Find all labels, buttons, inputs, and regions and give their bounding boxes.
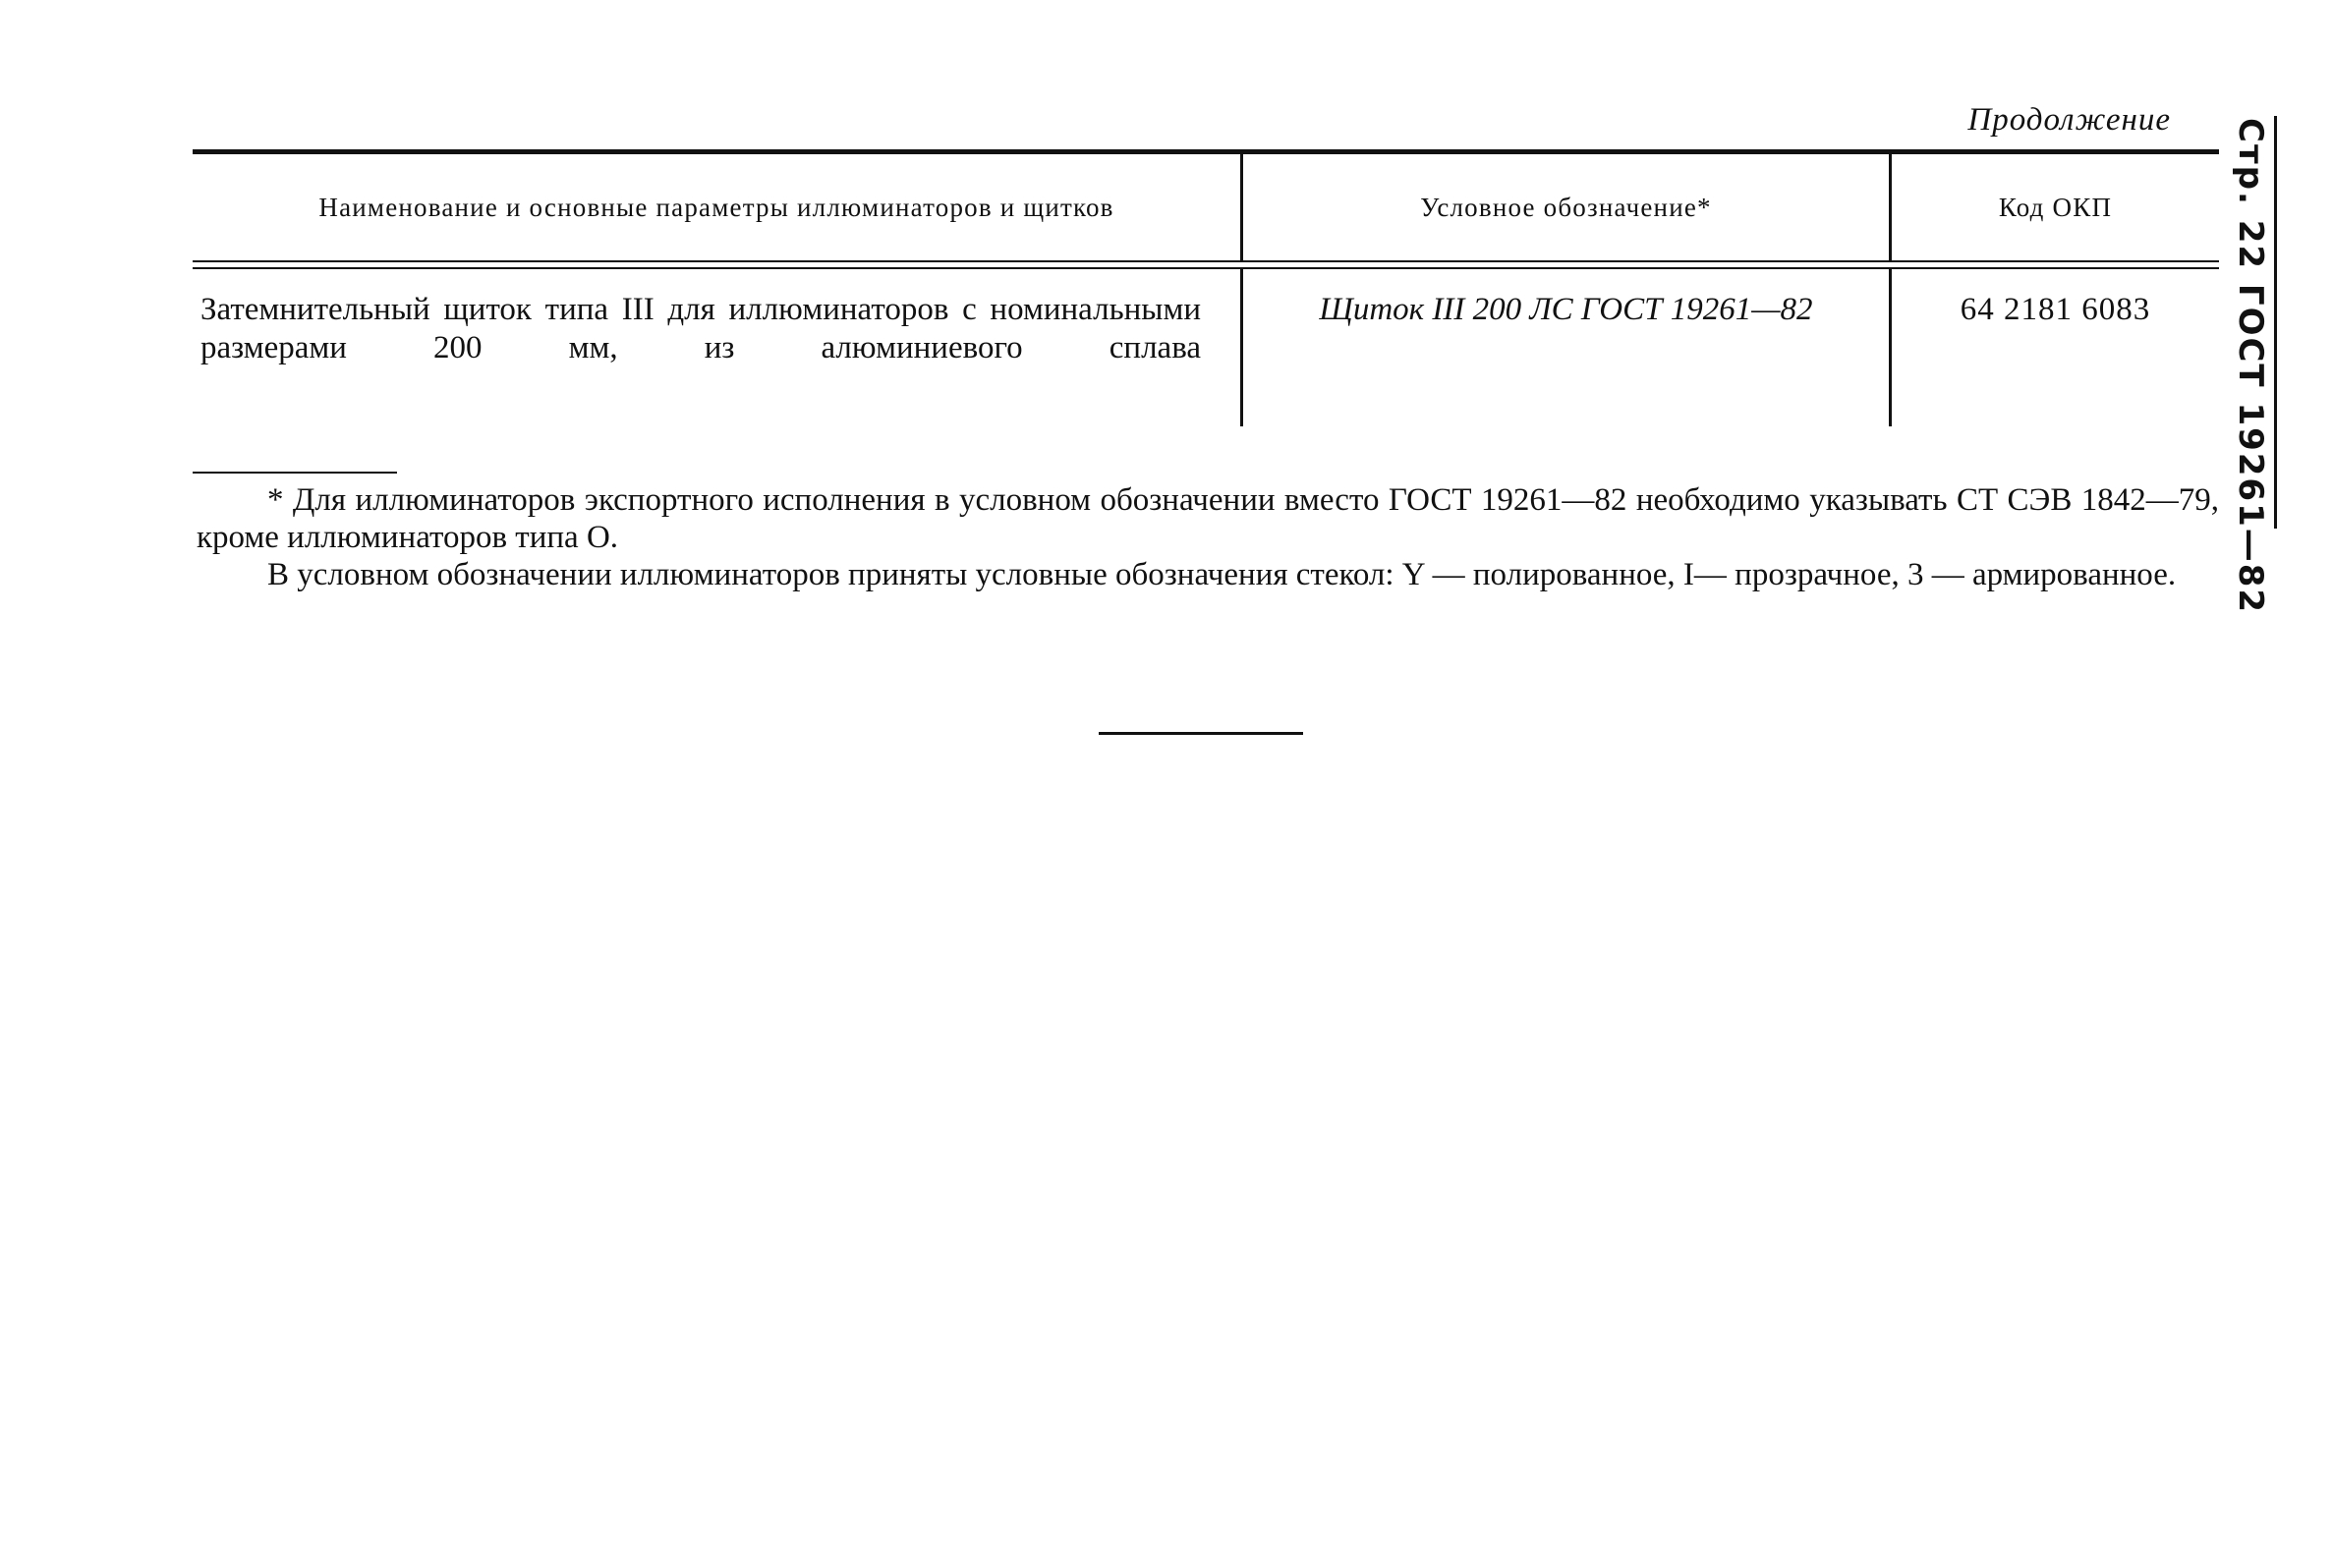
table-header-row [193,154,2219,260]
row-name-cell: Затемнительный щиток типа III для иллюминаторов с номинальными размерами 200 мм, из алюминиевого сплава [200,292,1201,365]
column-header-okp-code: Код ОКП [1889,154,2219,260]
row-okp-code-cell: 64 2181 6083 [1889,269,2219,426]
row-designation-cell: Щиток III 200 ЛС ГОСТ 19261—82 [1240,269,1889,426]
footnote-separator [193,472,397,474]
end-of-page-rule [1099,732,1303,735]
page-reference: Стр. 22 ГОСТ 19261—82 [2231,118,2270,615]
continuation-label: Продолжение [1967,102,2171,138]
notes-block [197,481,2219,593]
table-row [193,269,2219,426]
column-header-name: Наименование и основные параметры иллюминаторов и щитков [318,192,1114,222]
footnote-text: * Для иллюминаторов экспортного исполнения в условном обозначении вместо ГОСТ 19261—82 необходимо указывать СТ СЭВ 1842—79, кроме иллюминаторов типа О. [197,482,2219,555]
column-header-designation: Условное обозначение* [1240,154,1889,260]
parameters-table [193,149,2219,426]
side-rule [2274,116,2277,529]
glass-designations-note: В условном обозначении иллюминаторов приняты условные обозначения стекол: Y — полированное, I— прозрачное, 3 — армированное. [267,557,2177,592]
